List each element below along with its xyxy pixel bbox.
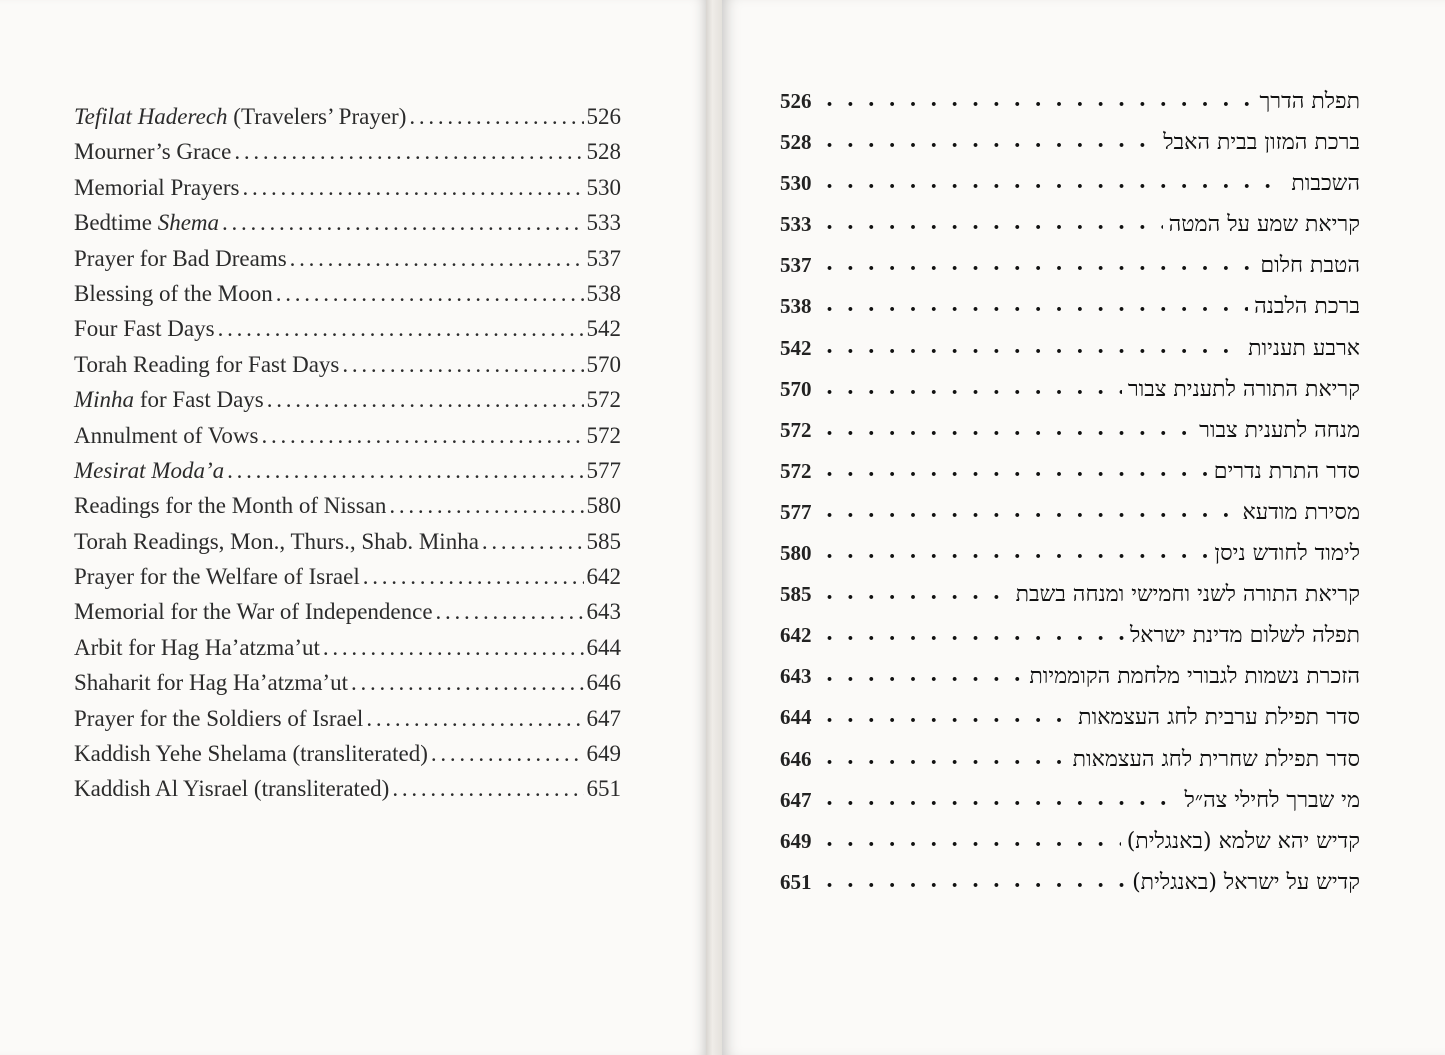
dot-leader [342,352,583,378]
dot-leader [826,89,1254,113]
dot-leader [351,670,584,696]
toc-entry-hebrew [780,704,1360,745]
dot-leader [392,776,583,802]
toc-entry-hebrew [780,540,1360,581]
dot-leader [323,635,584,661]
toc-entry-hebrew [780,746,1360,787]
toc-entry-page-number: 644 [780,705,812,730]
dot-leader [826,377,1122,401]
toc-entry-title [74,139,231,165]
toc-entry-page-number: 643 [586,599,621,625]
toc-entry-title: קריאת התורה לשני וחמישי ומנחה בשבת [1015,582,1360,608]
toc-entry-title-text: Memorial Prayers [74,174,240,200]
toc-entry-page-number: 647 [780,787,812,812]
toc-entry-english [74,706,621,741]
toc-entry-page-number: 580 [780,541,812,566]
toc-entry-english [74,387,621,422]
toc-entry-page-number: 643 [780,664,812,689]
toc-entry-english [74,635,621,670]
toc-entry-title-italic: Minha [74,387,135,413]
toc-entry-english [74,741,621,776]
dot-leader [363,564,584,590]
toc-entry-title-italic: Mesirat Moda’a [74,457,225,483]
toc-entry-page-number: 572 [780,417,812,442]
toc-entry-title: תפלת הדרך [1259,89,1360,114]
toc-entry-title: קדיש על ישראל (באנגלית) [1132,869,1360,895]
toc-entry-page-number: 649 [780,828,812,853]
toc-entry-page-number: 572 [586,387,621,413]
dot-leader [826,705,1072,729]
dot-leader [242,175,583,201]
toc-entry-title: ברכת הלבנה [1254,294,1360,320]
toc-entry-title [74,423,258,449]
toc-entry-english [74,139,621,174]
toc-entry-page-number: 580 [586,493,621,519]
toc-entry-title [74,706,363,732]
book-gutter [706,0,722,1055]
dot-leader [826,623,1124,647]
dot-leader [409,104,583,130]
dot-leader [826,788,1178,812]
toc-entry-title [74,104,406,130]
toc-entry-page-number: 577 [586,457,621,483]
toc-entry-english [74,564,621,599]
english-toc-list [74,104,621,812]
toc-entry-title [74,458,224,484]
toc-entry-english [74,670,621,705]
toc-entry-page-number: 538 [586,280,621,306]
dot-leader [826,829,1121,853]
toc-entry-page-number: 570 [780,376,812,401]
toc-entry-hebrew [780,869,1360,910]
left-page-english-contents [0,0,706,1055]
toc-entry-page-number: 651 [780,869,812,894]
toc-entry-title-italic: Shema [157,210,220,236]
toc-entry-title-text: Annulment of Vows [74,422,259,448]
dot-leader [218,316,584,342]
toc-entry-title: מנחה לתענית צבור [1199,417,1360,443]
toc-entry-page-number: 526 [780,89,812,113]
toc-entry-page-number: 585 [780,582,812,607]
toc-entry-hebrew [780,129,1360,170]
toc-entry-page-number: 528 [780,130,812,155]
toc-entry-english [74,352,621,387]
toc-entry-english [74,529,621,564]
toc-entry-page-number: 537 [780,253,812,278]
toc-entry-title: סדר תפילת ערבית לחג העצמאות [1078,705,1360,731]
right-page-hebrew-contents [722,0,1445,1055]
dot-leader [482,529,584,555]
toc-entry-page-number: 646 [586,670,621,696]
toc-entry-english [74,246,621,281]
toc-entry-english [74,175,621,210]
dot-leader [826,212,1163,236]
toc-entry-hebrew [780,787,1360,828]
dot-leader [826,541,1209,565]
toc-entry-english [74,316,621,351]
toc-entry-title [74,210,219,236]
dot-leader [826,747,1067,771]
toc-entry-page-number: 649 [586,741,621,767]
toc-entry-hebrew [780,335,1360,376]
toc-entry-title-text: Mourner’s Grace [74,139,232,165]
toc-entry-english [74,281,621,316]
toc-entry-title: תפלה לשלום מדינת ישראל [1130,623,1360,649]
toc-entry-hebrew [780,170,1360,211]
toc-entry-page-number: 647 [586,705,621,731]
toc-entry-page-number: 570 [586,351,621,377]
toc-entry-title: הזכרת נשמות לגבורי מלחמת הקוממיות [1029,664,1360,690]
dot-leader [826,582,1010,606]
toc-entry-title [74,741,428,767]
toc-entry-title [74,246,287,272]
toc-entry-title: סדר התרת נדרים [1213,458,1360,484]
dot-leader [227,458,583,484]
dot-leader [276,281,584,307]
toc-entry-english [74,423,621,458]
toc-entry-title [74,599,433,625]
toc-entry-hebrew [780,376,1360,417]
toc-entry-title [74,635,320,661]
toc-entry-page-number: 585 [586,528,621,554]
toc-entry-title [74,493,386,519]
toc-entry-hebrew [780,417,1360,458]
toc-entry-page-number: 533 [586,210,621,236]
toc-entry-page-number: 537 [586,245,621,271]
toc-entry-title-text: Four Fast Days [74,316,215,342]
toc-entry-title: הטבת חלום [1260,253,1360,279]
toc-entry-hebrew [780,828,1360,869]
toc-entry-title-text: for Fast Days [134,387,264,413]
toc-entry-title-text: Prayer for the Welfare of Israel [74,564,360,590]
toc-entry-title: מי שברך לחילי צה״ל [1184,787,1360,813]
toc-entry-title-text: Torah Readings, Mon., Thurs., Shab. Minha [74,528,479,554]
toc-entry-hebrew [780,499,1360,540]
toc-entry-page-number: 642 [586,564,621,590]
toc-entry-title [74,387,264,413]
toc-entry-english [74,599,621,634]
toc-entry-title: מסירת מודעא [1242,499,1360,525]
dot-leader [261,423,583,449]
toc-entry-title [74,352,339,378]
dot-leader [290,246,584,272]
toc-entry-hebrew [780,663,1360,704]
toc-entry-page-number: 533 [780,212,812,237]
toc-entry-english [74,210,621,245]
toc-entry-hebrew [780,211,1360,252]
toc-entry-title: קריאת התורה לתענית צבור [1127,376,1360,402]
toc-entry-title-text: Prayer for the Soldiers of Israel [74,705,364,731]
toc-entry-page-number: 642 [780,623,812,648]
toc-entry-page-number: 542 [780,335,812,360]
toc-entry-page-number: 526 [586,104,621,129]
hebrew-toc-list [780,88,1360,910]
toc-entry-title-text: Prayer for Bad Dreams [74,245,287,271]
dot-leader [234,139,583,165]
toc-entry-title-text: Shaharit for Hag Ha’atzma’ut [74,670,348,696]
toc-entry-title-text: Memorial for the War of Independence [74,599,433,625]
toc-entry-title [74,670,348,696]
toc-entry-page-number: 530 [780,171,812,196]
toc-entry-title [74,776,389,802]
dot-leader [222,210,583,236]
dot-leader [826,418,1193,442]
dot-leader [826,130,1157,154]
toc-entry-title: קדיש יהא שלמא (באנגלית) [1126,828,1360,854]
toc-entry-title [74,564,360,590]
toc-entry-title-text: Arbit for Hag Ha’atzma’ut [74,634,320,660]
toc-entry-page-number: 572 [780,458,812,483]
dot-leader [826,459,1208,483]
toc-entry-hebrew [780,252,1360,293]
toc-entry-title: סדר תפילת שחרית לחג העצמאות [1072,746,1360,772]
toc-entry-page-number: 577 [780,499,812,524]
dot-leader [826,336,1242,360]
dot-leader [826,664,1023,688]
toc-entry-hebrew [780,581,1360,622]
toc-entry-title: השכבות [1291,171,1360,197]
toc-entry-title: ברכת המזון בבית האבל [1163,130,1360,156]
toc-entry-english [74,458,621,493]
toc-entry-title-text: Blessing of the Moon [74,280,273,306]
dot-leader [436,599,584,625]
toc-entry-title-text: Kaddish Al Yisrael (transliterated) [74,776,390,802]
toc-entry-title: קריאת שמע על המטה [1168,212,1360,238]
toc-entry-page-number: 644 [586,634,621,660]
toc-entry-english [74,493,621,528]
toc-entry-page-number: 528 [586,139,621,165]
toc-entry-hebrew [780,622,1360,663]
toc-entry-title-text: Bedtime [74,210,158,236]
toc-entry-page-number: 646 [780,746,812,771]
dot-leader [826,253,1254,277]
toc-entry-page-number: 651 [586,776,621,802]
dot-leader [826,500,1237,524]
toc-entry-english [74,104,621,139]
toc-entry-title-text: Readings for the Month of Nissan [74,493,387,519]
dot-leader [826,870,1126,894]
toc-entry-title-text: (Travelers’ Prayer) [227,104,407,129]
toc-entry-title-text: Torah Reading for Fast Days [74,351,340,377]
toc-entry-hebrew [780,293,1360,334]
toc-entry-title-italic: Tefilat Haderech [74,104,228,129]
dot-leader [826,171,1285,195]
toc-entry-page-number: 572 [586,422,621,448]
dot-leader [389,493,583,519]
toc-entry-hebrew [780,88,1360,129]
toc-entry-english [74,776,621,811]
toc-entry-title [74,316,215,342]
toc-entry-page-number: 530 [586,174,621,200]
dot-leader [267,387,584,413]
toc-entry-title [74,529,479,555]
toc-entry-title: ארבע תעניות [1248,335,1360,361]
toc-entry-title [74,281,273,307]
toc-entry-title-text: Kaddish Yehe Shelama (transliterated) [74,741,428,767]
toc-entry-title: לימוד לחודש ניסן [1214,541,1360,567]
dot-leader [431,741,584,767]
toc-entry-hebrew [780,458,1360,499]
toc-entry-title [74,175,239,201]
dot-leader [366,706,583,732]
toc-entry-page-number: 542 [586,316,621,342]
dot-leader [826,294,1248,318]
toc-entry-page-number: 538 [780,294,812,319]
